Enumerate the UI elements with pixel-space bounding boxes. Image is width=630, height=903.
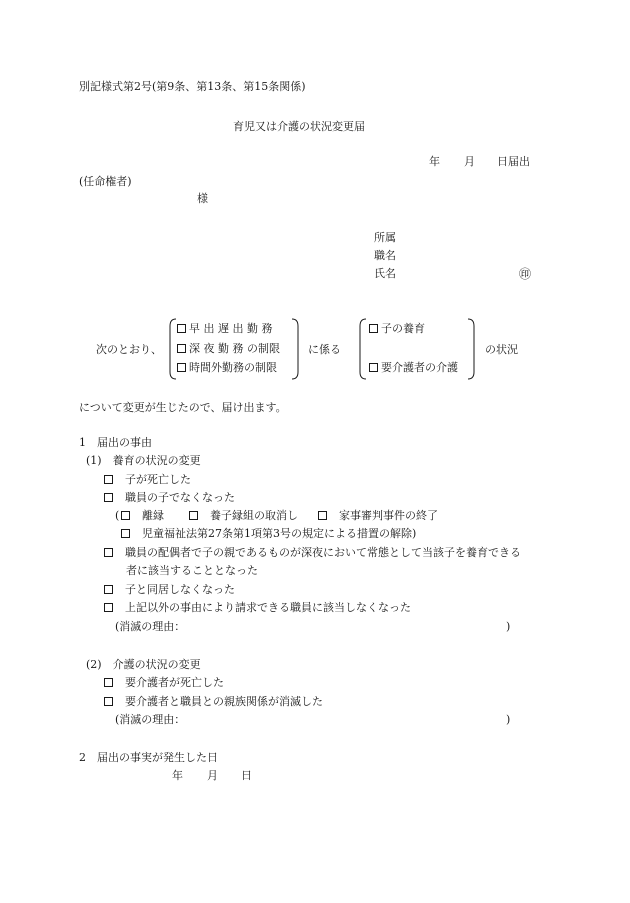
checkbox-overtime-limit[interactable]	[177, 363, 186, 372]
right-bracket-work	[290, 318, 302, 380]
option-night-work-limit[interactable]: 深 夜 勤 務 の制限	[177, 343, 280, 354]
checkbox-nursing-care[interactable]	[369, 363, 378, 372]
extinction-reason-label-1: (消滅の理由：	[115, 620, 186, 633]
option-nursing-care[interactable]: 要介護者の介護	[369, 362, 458, 373]
checkbox-child-died[interactable]	[104, 475, 113, 484]
filing-day-label: 日届出	[497, 155, 530, 168]
section2-heading: 2 届出の事実が発生した日	[79, 751, 218, 764]
left-bracket-care	[356, 318, 368, 380]
checkbox-care-recipient-died[interactable]	[104, 678, 113, 687]
checkbox-kinship-ended[interactable]	[104, 697, 113, 706]
item-reason-adoption-cancel[interactable]: 養子縁組の取消し	[189, 510, 298, 521]
item-reason-divorce[interactable]: 離縁	[121, 510, 164, 521]
checkbox-night-work-limit[interactable]	[177, 344, 186, 353]
extinction-reason-label-2: (消滅の理由：	[115, 713, 186, 726]
checkbox-reason-adoption-cancel[interactable]	[189, 511, 198, 520]
checkbox-early-late-work[interactable]	[177, 324, 186, 333]
item-kinship-ended[interactable]: 要介護者と職員との親族関係が消滅した	[104, 696, 323, 707]
seal-mark: ㊞	[519, 267, 532, 281]
filing-month-label: 月	[464, 155, 475, 168]
occurrence-year-label: 年	[172, 769, 183, 782]
section1-heading: 1 届出の事由	[79, 436, 152, 449]
checkbox-reason-divorce[interactable]	[121, 511, 130, 520]
name-label: 氏名	[374, 267, 396, 280]
item-spouse-can-rear[interactable]: 職員の配偶者で子の親であるものが深夜において常態として当該子を養育できる	[104, 547, 521, 558]
extinction-reason-close-2: )	[506, 713, 511, 726]
item-reason-child-welfare[interactable]: 児童福祉法第27条第1項第3号の規定による措置の解除)	[121, 528, 416, 539]
checkbox-spouse-can-rear[interactable]	[104, 548, 113, 557]
item-reason-court-end[interactable]: 家事審判事件の終了	[318, 510, 438, 521]
option-child-rearing[interactable]: 子の養育	[369, 323, 425, 334]
position-label: 職名	[374, 249, 396, 262]
option-overtime-limit[interactable]: 時間外勤務の制限	[177, 362, 277, 373]
form-reference: 別記様式第2号(第9条、第13条、第15条関係)	[79, 80, 306, 93]
honorific-sama: 様	[197, 192, 208, 205]
section1-sub2-heading: (2) 介護の状況の変更	[86, 658, 201, 671]
document-title: 育児又は介護の状況変更届	[233, 120, 365, 133]
option-early-late-work[interactable]: 早 出 遅 出 勤 務	[177, 323, 272, 334]
item-not-cohabiting[interactable]: 子と同居しなくなった	[104, 584, 235, 595]
subject-connector: に係る	[308, 343, 341, 356]
occurrence-day-label: 日	[241, 769, 252, 782]
checkbox-child-rearing[interactable]	[369, 324, 378, 333]
subject-closing: について変更が生じたので、届け出ます。	[79, 401, 287, 414]
filing-year-label: 年	[429, 155, 440, 168]
extinction-reason-close-1: )	[506, 620, 511, 633]
right-bracket-care	[466, 318, 478, 380]
item-care-recipient-died[interactable]: 要介護者が死亡した	[104, 677, 224, 688]
affiliation-label: 所属	[374, 231, 396, 244]
reason-open-paren: (	[115, 509, 120, 522]
occurrence-month-label: 月	[207, 769, 218, 782]
subject-tail: の状況	[485, 343, 518, 356]
subject-lead: 次のとおり、	[96, 343, 162, 356]
item-other-reason[interactable]: 上記以外の事由により請求できる職員に該当しなくなった	[104, 602, 411, 613]
item-spouse-can-rear-cont: 者に該当することとなった	[126, 564, 258, 577]
checkbox-other-reason[interactable]	[104, 603, 113, 612]
checkbox-reason-court-end[interactable]	[318, 511, 327, 520]
appointing-authority-label: (任命権者)	[79, 175, 132, 188]
section1-sub1-heading: (1) 養育の状況の変更	[86, 454, 201, 467]
item-no-longer-child[interactable]: 職員の子でなくなった	[104, 492, 235, 503]
checkbox-not-cohabiting[interactable]	[104, 585, 113, 594]
checkbox-no-longer-child[interactable]	[104, 493, 113, 502]
item-child-died[interactable]: 子が死亡した	[104, 474, 191, 485]
checkbox-reason-child-welfare[interactable]	[121, 529, 130, 538]
